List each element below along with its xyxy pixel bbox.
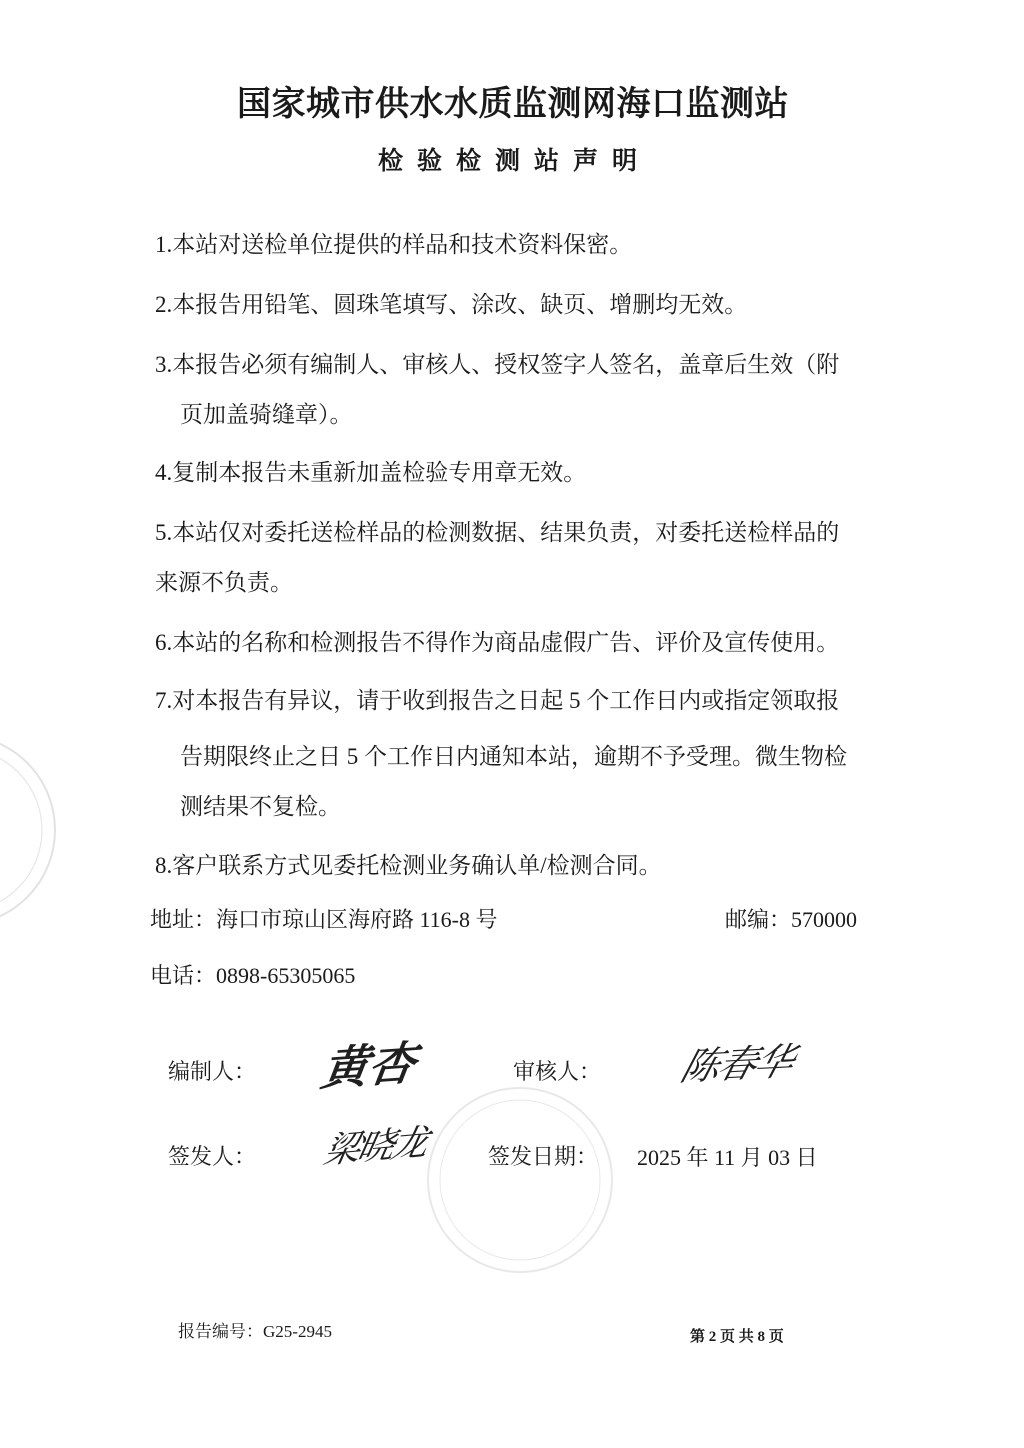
postcode-text: 邮编：570000	[725, 907, 858, 932]
compiler-label: 编制人：	[168, 1059, 257, 1084]
statement-5-line-1: 5.本站仅对委托送检样品的检测数据、结果负责，对委托送检样品的	[155, 520, 840, 545]
seal-imprint-left	[0, 735, 55, 925]
statement-7-line-1: 7.对本报告有异议，请于收到报告之日起 5 个工作日内或指定领取报	[155, 688, 840, 713]
reviewer-signature: 陈春华	[676, 1039, 798, 1089]
statement-4-line-1: 4.复制本报告未重新加盖检验专用章无效。	[155, 460, 587, 485]
statement-2-line-1: 2.本报告用铅笔、圆珠笔填写、涂改、缺页、增删均无效。	[155, 292, 748, 317]
report-number: 报告编号：G25-2945	[178, 1322, 332, 1341]
page-indicator: 第 2 页 共 8 页	[690, 1329, 784, 1345]
statement-3-line-1: 3.本报告必须有编制人、审核人、授权签字人签名，盖章后生效（附	[155, 352, 840, 377]
document-subtitle: 检验检测站声明	[378, 148, 652, 175]
reviewer-label: 审核人：	[513, 1059, 602, 1084]
statement-6-line-1: 6.本站的名称和检测报告不得作为商品虚假广告、评价及宣传使用。	[155, 630, 840, 655]
phone-text: 电话：0898-65305065	[150, 963, 356, 988]
document-title: 国家城市供水水质监测网海口监测站	[237, 86, 789, 123]
issuer-label: 签发人：	[168, 1144, 257, 1169]
statement-8-line-1: 8.客户联系方式见委托检测业务确认单/检测合同。	[155, 853, 662, 878]
address-text: 地址：海口市琼山区海府路 116-8 号	[150, 907, 498, 932]
statement-3-line-2: 页加盖骑缝章）。	[180, 402, 353, 427]
statement-7-line-2: 告期限终止之日 5 个工作日内通知本站，逾期不予受理。微生物检	[180, 744, 847, 769]
statement-7-line-3: 测结果不复检。	[180, 794, 341, 819]
issuer-signature: 梁晓龙	[320, 1122, 430, 1172]
compiler-signature: 黄杏	[318, 1035, 419, 1096]
seal-imprint-center	[428, 1088, 612, 1272]
issue-date-value: 2025 年 11 月 03 日	[637, 1145, 818, 1170]
statement-1-line-1: 1.本站对送检单位提供的样品和技术资料保密。	[155, 232, 633, 257]
statement-5-line-2: 来源不负责。	[155, 570, 293, 595]
issue-date-label: 签发日期：	[488, 1144, 599, 1169]
